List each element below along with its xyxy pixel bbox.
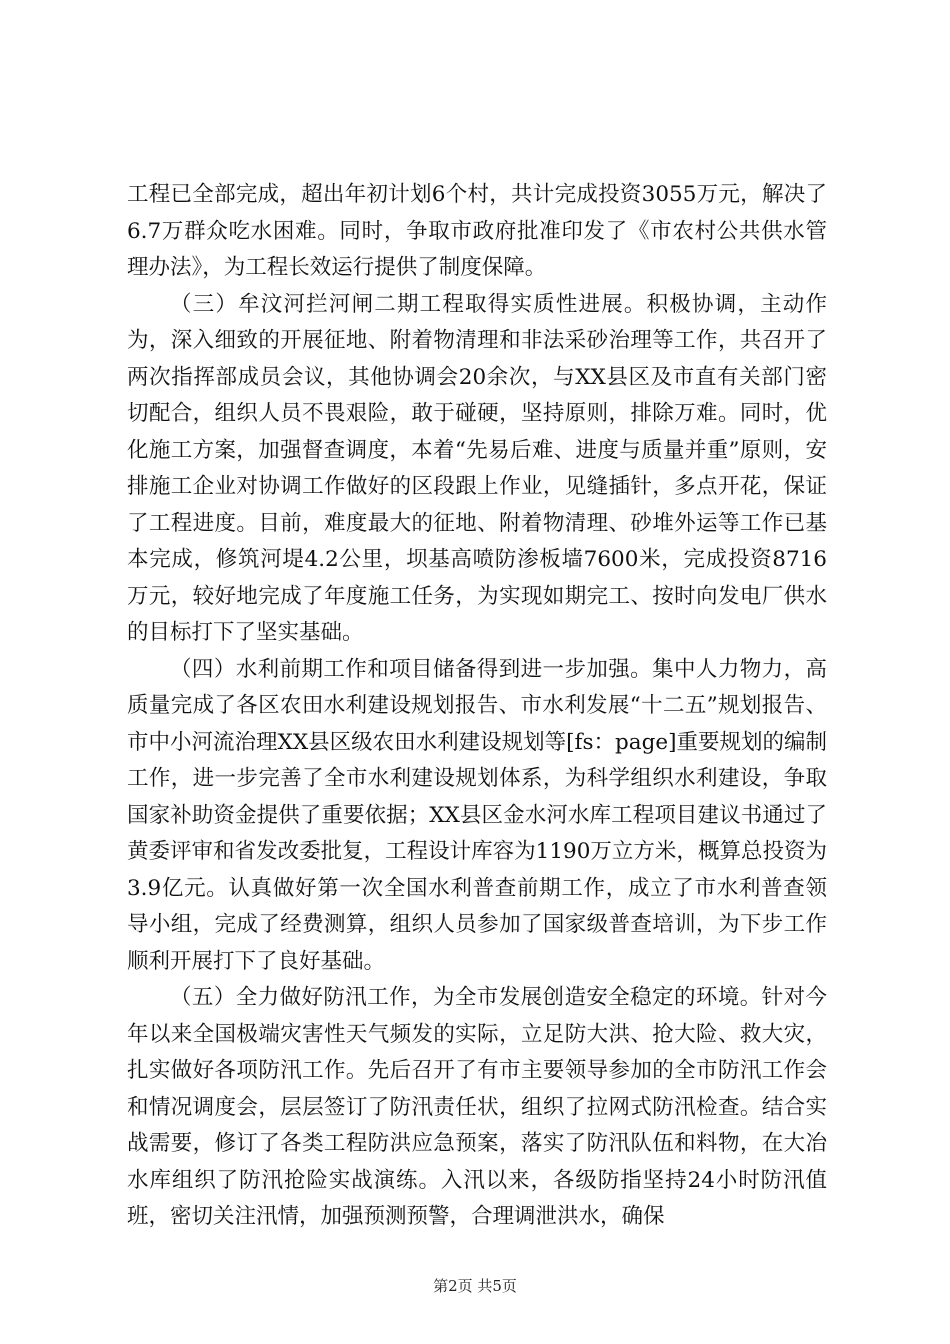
document-body: [127, 177, 827, 1236]
paragraph-continued: 工程已全部完成，超出年初计划6个村，共计完成投资3055万元，解决了6.7万群众吃水困难。同时，争取市政府批准印发了《市农村公共供水管理办法》，为工程长效运行提供了制度保障。: [127, 182, 827, 280]
paragraph-section-4: （四）水利前期工作和项目储备得到进一步加强。集中人力物力，高质量完成了各区农田水利建设规划报告、市水利发展“十二五”规划报告、市中小河流治理XX县区级农田水利建设规划等[fs：page]重要规划的编制工作，进一步完善了全市水利建设规划体系，为科学组织水利建设，争取国家补助资金提供了重要依据；XX县区金水河水库工程项目建议书通过了黄委评审和省发改委批复，工程设计库容为1190万立方米，概算总投资为3.9亿元。认真做好第一次全国水利普查前期工作，成立了市水利普查领导小组，完成了经费测算，组织人员参加了国家级普查培训，为下步工作顺利开展打下了良好基础。: [127, 656, 827, 974]
paragraph-section-5: （五）全力做好防汛工作，为全市发展创造安全稳定的环境。针对今年以来全国极端灾害性天气频发的实际，立足防大洪、抢大险、救大灾，扎实做好各项防汛工作。先后召开了有市主要领导参加的全市防汛工作会和情况调度会，层层签订了防汛责任状，组织了拉网式防汛检查。结合实战需要，修订了各类工程防洪应急预案，落实了防汛队伍和料物，在大冶水库组织了防汛抢险实战演练。入汛以来，各级防指坚持24小时防汛值班，密切关注汛情，加强预测预警，合理调泄洪水，确保: [127, 985, 827, 1229]
page-number-footer: 第2页 共5页: [433, 1277, 517, 1295]
paragraph-section-3: （三）牟汶河拦河闸二期工程取得实质性进展。积极协调，主动作为，深入细致的开展征地、附着物清理和非法采砂治理等工作，共召开了两次指挥部成员会议，其他协调会20余次，与XX县区及市直有关部门密切配合，组织人员不畏艰险，敢于碰硬，坚持原则，排除万难。同时，优化施工方案，加强督查调度，本着“先易后难、进度与质量并重”原则，安排施工企业对协调工作做好的区段跟上作业，见缝插针，多点开花，保证了工程进度。目前，难度最大的征地、附着物清理、砂堆外运等工作已基本完成，修筑河堤4.2公里，坝基高喷防渗板墙7600米，完成投资8716万元，较好地完成了年度施工任务，为实现如期完工、按时向发电厂供水的目标打下了坚实基础。: [127, 291, 827, 645]
